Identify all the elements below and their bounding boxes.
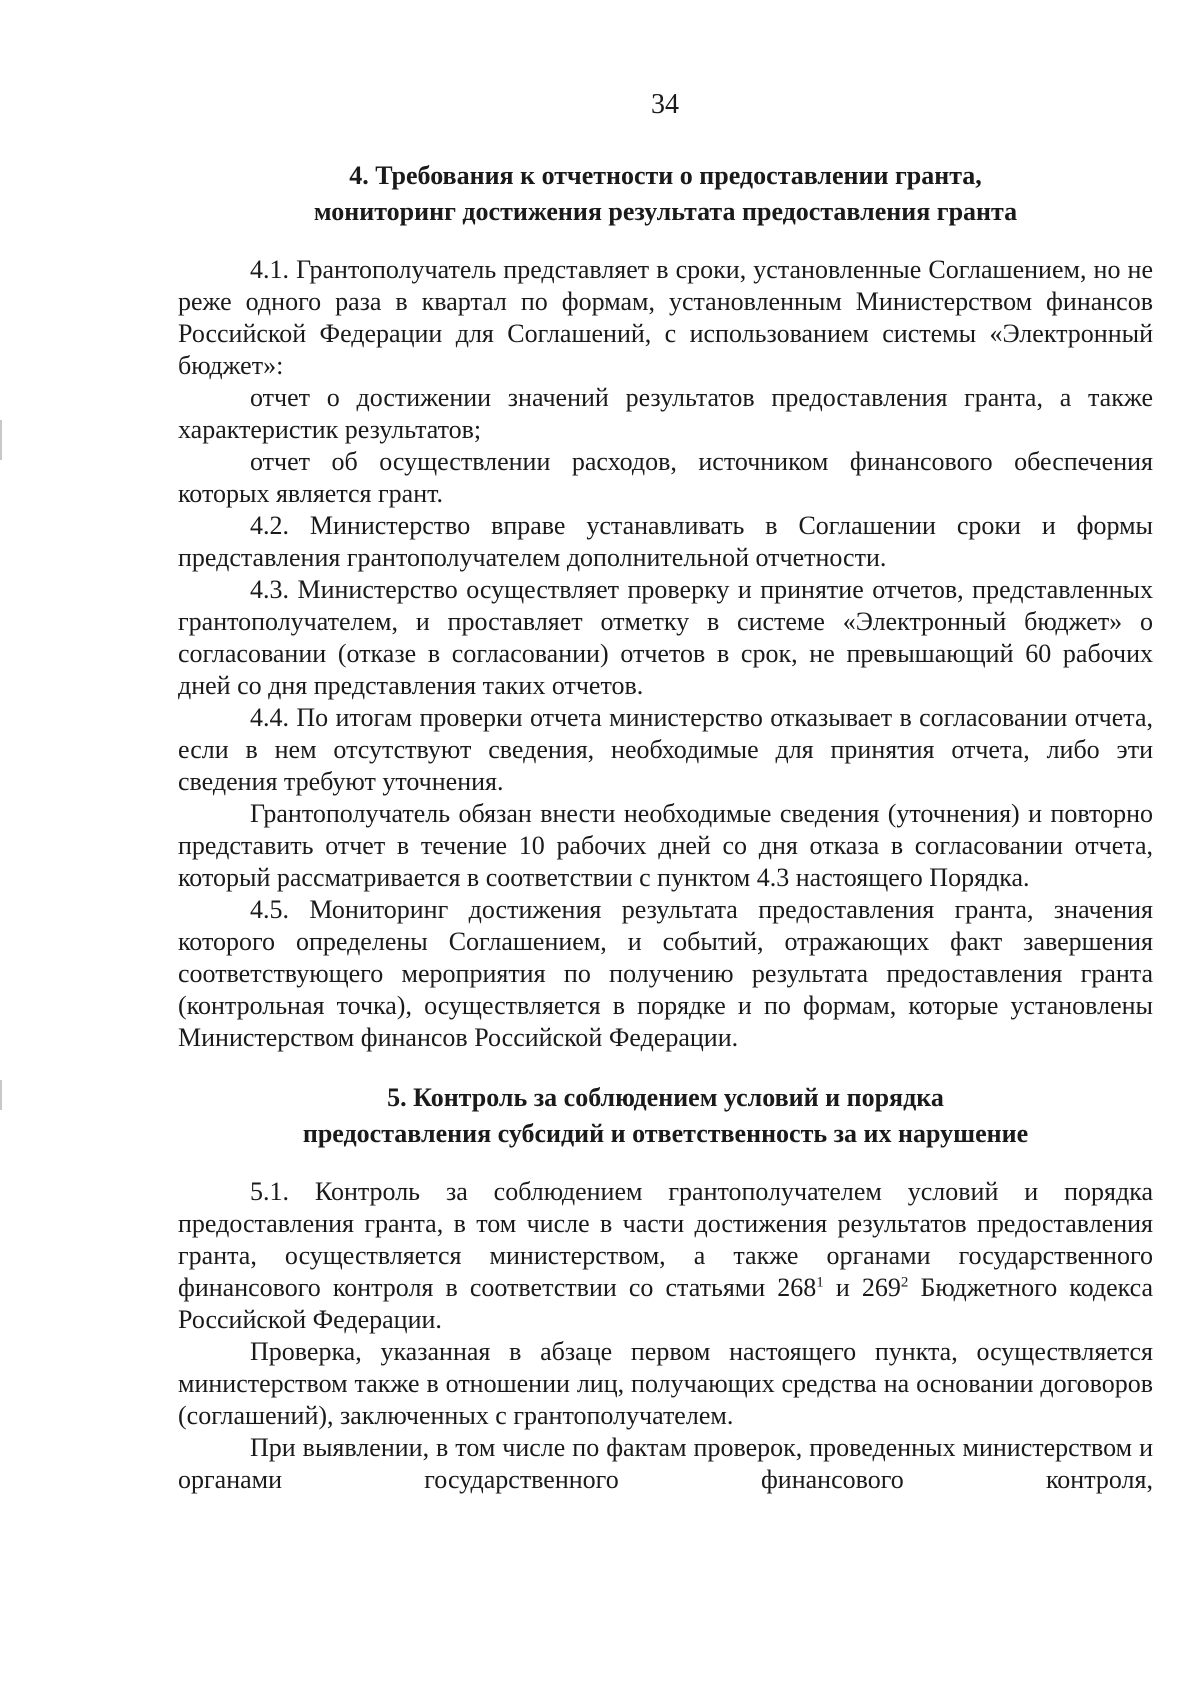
paragraph-4-1-item: отчет об осуществлении расходов, источником финансового обеспечения которых является грант. bbox=[178, 447, 1153, 508]
superscript: 2 bbox=[900, 1274, 909, 1291]
page-number: 34 bbox=[651, 89, 679, 120]
paragraph-4-3: 4.3. Министерство осуществляет проверку и принятие отчетов, представленных грантополучателем, и проставляет отметку в системе «Электронный бюджет» о согласовании (отказе в согласовании) отчетов в срок, не превышающий 60 рабочих дней со дня представления таких отчетов. bbox=[178, 575, 1153, 700]
paragraph-4-5: 4.5. Мониторинг достижения результата предоставления гранта, значения которого определены Соглашением, и событий, отражающих факт завершения соответствующего мероприятия по получению результата предоставления гранта (контрольная точка), осуществляется в порядке и по формам, которые установлены Министерством финансов Российской Федерации. bbox=[178, 895, 1153, 1052]
paragraph-5-1-check: Проверка, указанная в абзаце первом настоящего пункта, осуществляется министерством также в отношении лиц, получающих средства на основании договоров (соглашений), заключенных с грантополучателем. bbox=[178, 1337, 1153, 1430]
scan-edge-mark bbox=[0, 420, 2, 460]
paragraph-5-1-text: и 269 bbox=[823, 1273, 901, 1302]
paragraph-4-4: 4.4. По итогам проверки отчета министерство отказывает в согласовании отчета, если в нем отсутствуют сведения, необходимые для принятия отчета, либо эти сведения требуют уточнения. bbox=[178, 703, 1153, 796]
paragraph-5-1-violations: При выявлении, в том числе по фактам проверок, проведенных министерством и органами государственного финансового контроля, bbox=[178, 1433, 1153, 1494]
paragraph-5-1-text: Бюджетного кодекса Российской Федерации. bbox=[178, 1273, 1154, 1334]
section-5-heading-line: 5. Контроль за соблюдением условий и порядка bbox=[387, 1083, 944, 1112]
paragraph-4-4-continued: Грантополучатель обязан внести необходимые сведения (уточнения) и повторно представить отчет в течение 10 рабочих дней со дня отказа в согласовании отчета, который рассматривается в соответствии с пунктом 4.3 настоящего Порядка. bbox=[178, 799, 1153, 892]
paragraph-4-2: 4.2. Министерство вправе устанавливать в Соглашении сроки и формы представления грантополучателем дополнительной отчетности. bbox=[178, 511, 1153, 572]
scan-edge-mark bbox=[0, 1080, 2, 1110]
section-4-heading bbox=[178, 158, 1153, 230]
section-5-heading bbox=[178, 1080, 1153, 1152]
document-body bbox=[178, 158, 1153, 1496]
section-4-heading-line: мониторинг достижения результата предоставления гранта bbox=[313, 197, 1018, 226]
paragraph-4-1: 4.1. Грантополучатель представляет в сроки, установленные Соглашением, но не реже одного раза в квартал по формам, установленным Министерством финансов Российской Федерации для Соглашений, с использованием системы «Электронный бюджет»: bbox=[178, 255, 1153, 380]
paragraph-5-1 bbox=[178, 1176, 1153, 1336]
section-5-heading-line: предоставления субсидий и ответственность за их нарушение bbox=[302, 1119, 1029, 1148]
section-4-heading-line: 4. Требования к отчетности о предоставлении гранта, bbox=[349, 161, 982, 190]
paragraph-5-1-text: 5.1. Контроль за соблюдением грантополучателем условий и порядка предоставления гранта, в том числе в части достижения результатов предоставления гранта, осуществляется министерством, а также органами государственного финансового контроля в соответствии со статьями 268 bbox=[178, 1177, 1153, 1302]
superscript: 1 bbox=[816, 1274, 824, 1291]
paragraph-4-1-item: отчет о достижении значений результатов предоставления гранта, а также характеристик результатов; bbox=[178, 383, 1153, 444]
